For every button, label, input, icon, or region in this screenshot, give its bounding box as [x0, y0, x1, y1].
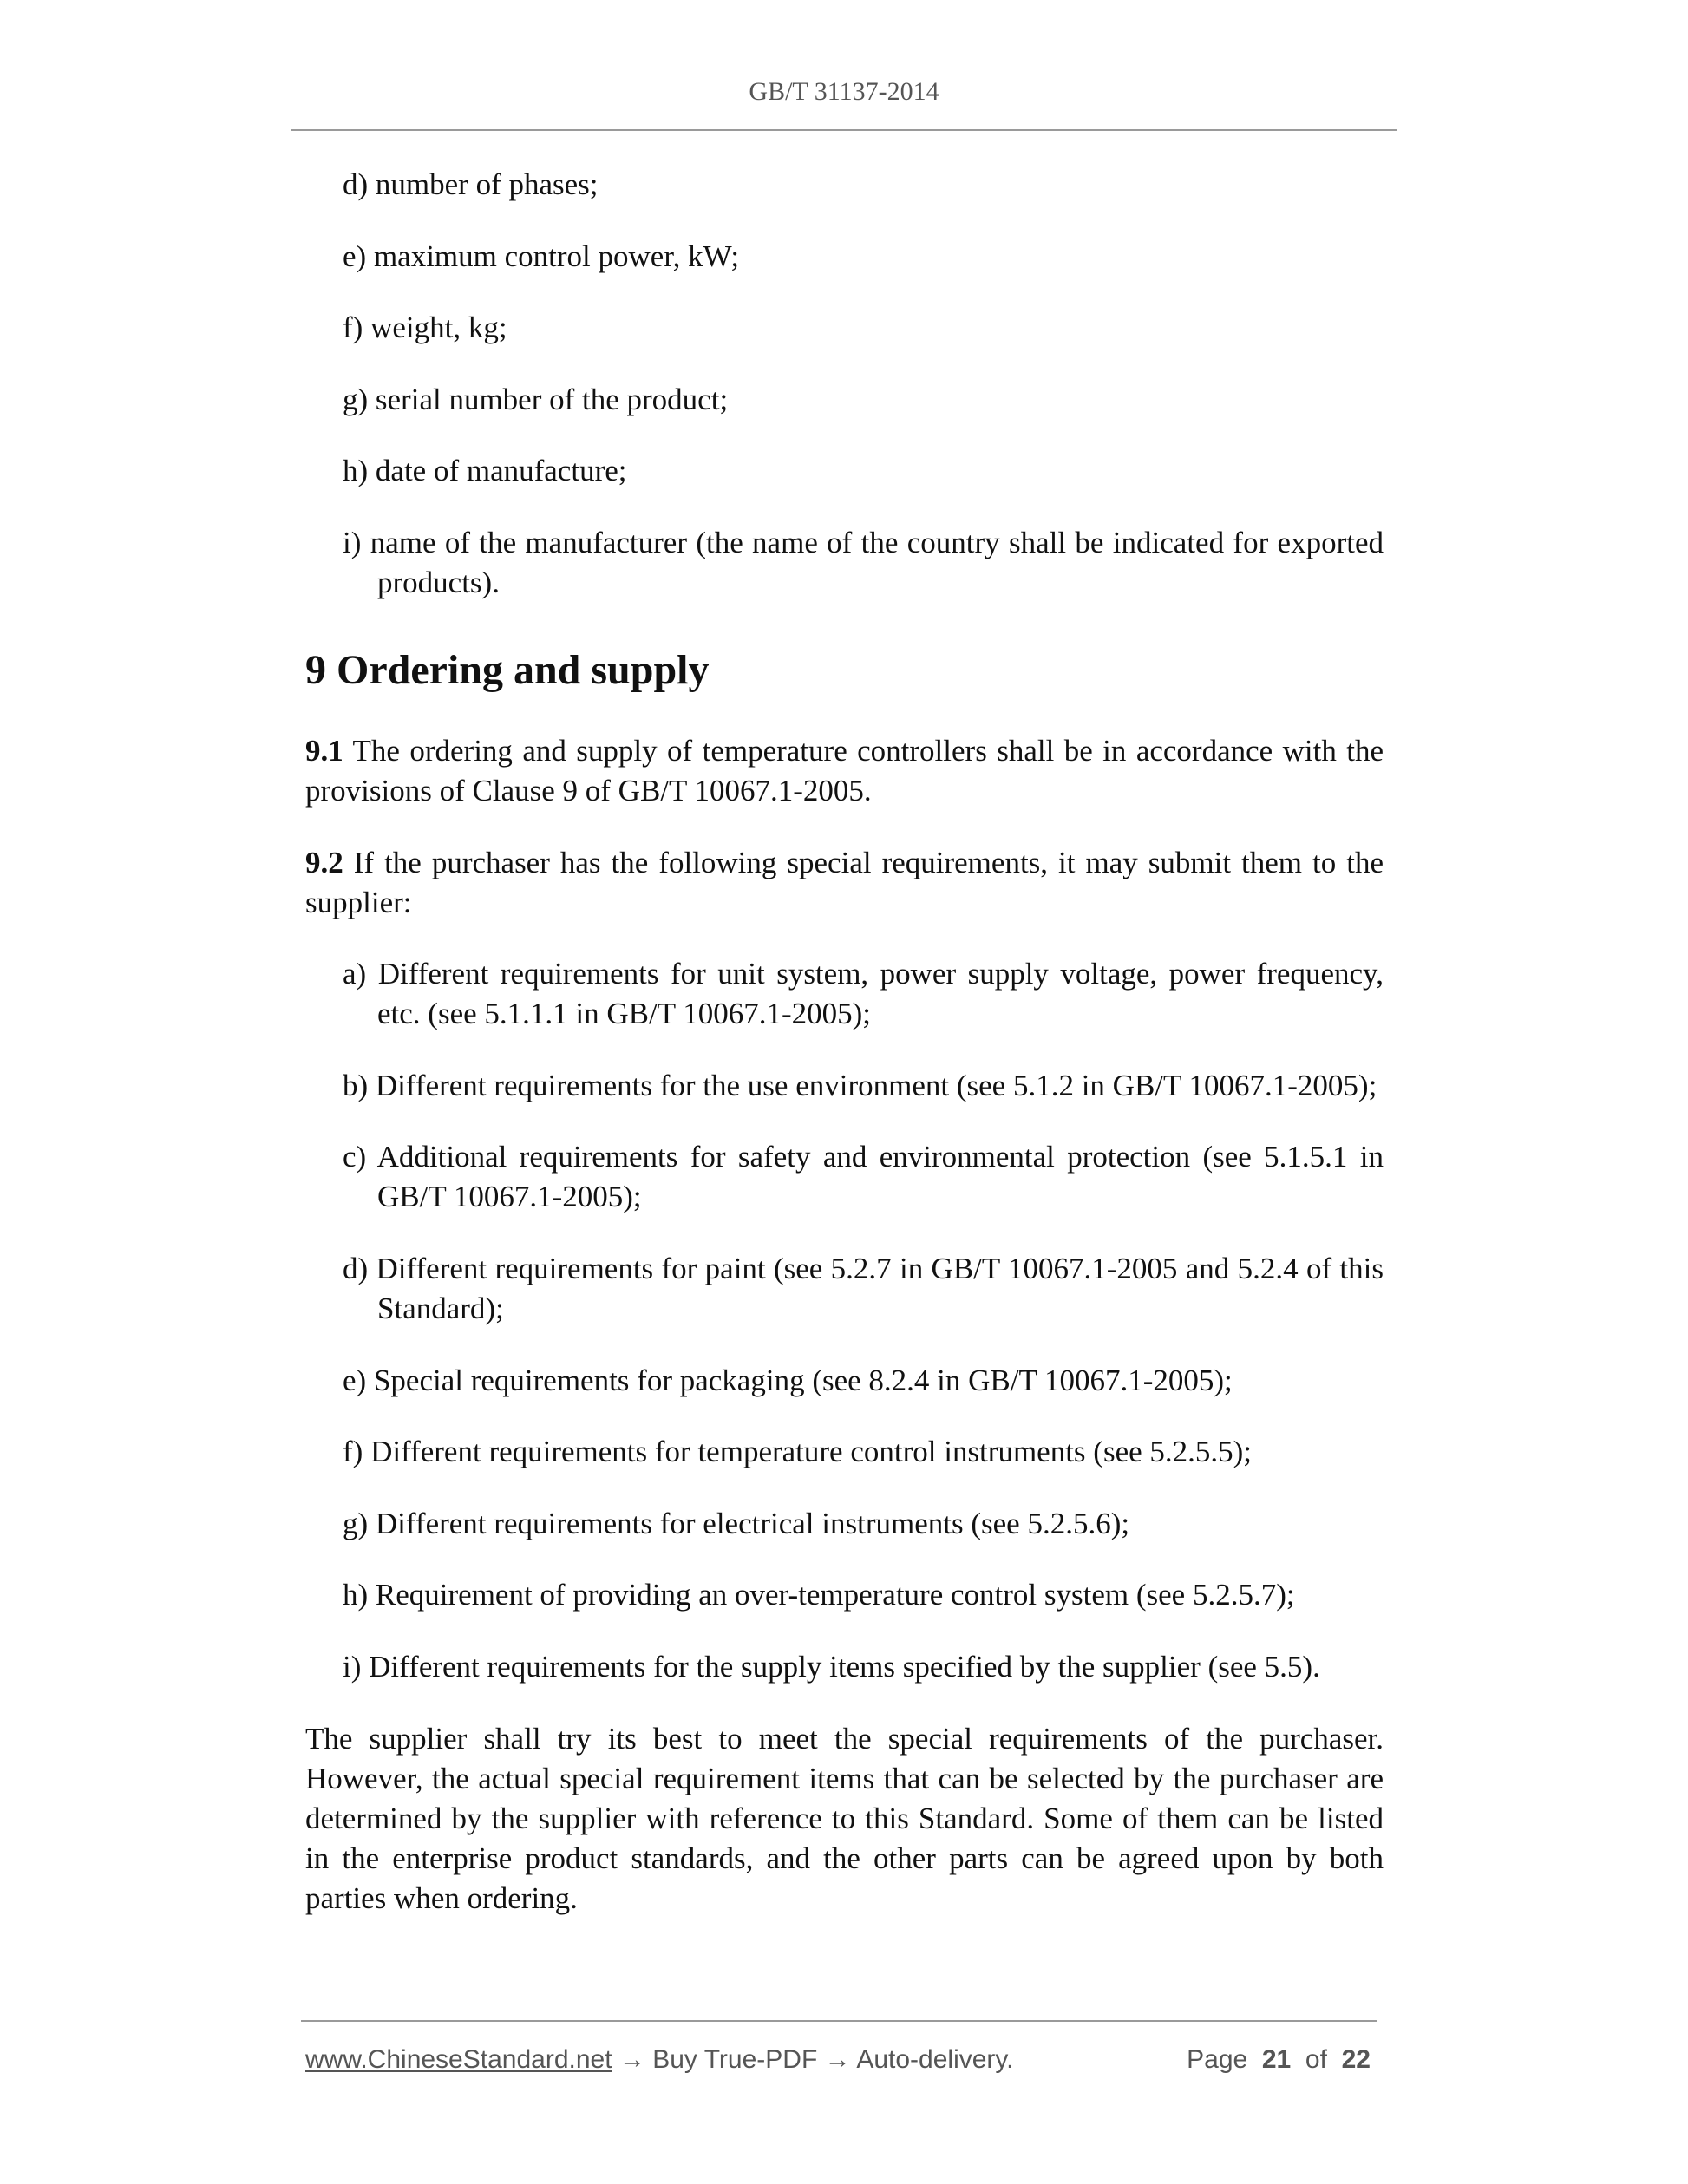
list-item — [305, 1432, 1384, 1472]
item-text: Different requirements for paint (see 5.2.7 in GB/T 10067.1-2005 and 5.2.4 of this Standard); — [376, 1251, 1384, 1325]
item-label: e) — [343, 1363, 367, 1397]
item-text: Different requirements for unit system, power supply voltage, power frequency, etc. (see 5.1.1.1 in GB/T 10067.1-2005); — [377, 957, 1384, 1031]
item-text: number of phases; — [375, 167, 599, 201]
page-number: 21 — [1261, 2045, 1292, 2074]
section-heading: 9 Ordering and supply — [305, 646, 710, 693]
item-text: maximum control power, kW; — [373, 239, 740, 273]
clause-number: 9.2 — [305, 845, 343, 879]
list-item — [305, 954, 1384, 1034]
clause-9-1 — [305, 731, 1384, 811]
clause-number: 9.1 — [305, 733, 343, 768]
page-footer — [305, 2043, 1371, 2076]
item-label: a) — [343, 957, 367, 991]
item-text: Different requirements for temperature control instruments (see 5.2.5.5); — [370, 1435, 1253, 1469]
item-label: i) — [343, 525, 362, 559]
list-item — [305, 1575, 1384, 1615]
list-item — [305, 1504, 1384, 1544]
header-divider — [291, 129, 1397, 131]
item-text: Special requirements for packaging (see 8.2.4 in GB/T 10067.1-2005); — [373, 1363, 1233, 1397]
buy-pdf-text: Buy True-PDF — [652, 2045, 818, 2074]
arrow-right-icon: → — [824, 2045, 851, 2074]
item-label: h) — [343, 454, 369, 488]
item-text: date of manufacture; — [375, 454, 627, 488]
list-item — [305, 165, 1384, 205]
list-item — [305, 1647, 1384, 1687]
running-header — [0, 75, 1688, 109]
footer-divider — [301, 2020, 1377, 2022]
page-label: Page — [1187, 2045, 1248, 2074]
list-item — [305, 523, 1384, 603]
item-text: weight, kg; — [370, 311, 507, 345]
page-body — [305, 165, 1384, 1919]
item-label: c) — [343, 1140, 367, 1174]
item-label: b) — [343, 1068, 369, 1102]
item-label: f) — [343, 1435, 363, 1469]
item-text: Requirement of providing an over-temperature control system (see 5.2.5.7); — [375, 1578, 1295, 1612]
item-text: name of the manufacturer (the name of the country shall be indicated for exported products). — [370, 525, 1384, 599]
list-item — [305, 380, 1384, 420]
footer-promo — [305, 2043, 1014, 2076]
clause-text: If the purchaser has the following special requirements, it may submit them to the supplier: — [305, 845, 1384, 919]
item-text: Different requirements for the supply items specified by the supplier (see 5.5). — [369, 1649, 1320, 1684]
item-text: Additional requirements for safety and environmental protection (see 5.1.5.1 in GB/T 10067.1-2005); — [376, 1140, 1384, 1214]
list-item — [305, 1249, 1384, 1329]
total-pages: 22 — [1341, 2045, 1371, 2074]
item-label: g) — [343, 382, 369, 416]
item-text: Different requirements for electrical instruments (see 5.2.5.6); — [375, 1506, 1130, 1540]
arrow-right-icon: → — [618, 2045, 645, 2074]
website-link[interactable]: www.ChineseStandard.net — [305, 2045, 612, 2074]
item-label: f) — [343, 311, 363, 345]
item-label: h) — [343, 1578, 369, 1612]
clause-text: The ordering and supply of temperature controllers shall be in accordance with the provisions of Clause 9 of GB/T 10067.1-2005. — [305, 733, 1384, 808]
list-item — [305, 237, 1384, 277]
standard-code: GB/T 31137-2014 — [749, 77, 939, 106]
marking-list — [305, 165, 1384, 603]
auto-delivery-text: Auto-delivery. — [856, 2045, 1014, 2074]
special-requirements-list — [305, 954, 1384, 1687]
list-item — [305, 1066, 1384, 1106]
item-label: d) — [343, 167, 369, 201]
page-indicator — [1187, 2043, 1371, 2076]
list-item — [305, 1137, 1384, 1217]
item-text: serial number of the product; — [375, 382, 729, 416]
item-text: Different requirements for the use environment (see 5.1.2 in GB/T 10067.1-2005); — [375, 1068, 1377, 1102]
closing-paragraph: The supplier shall try its best to meet the special requirements of the purchaser. However, the actual special requirement items that can be selected by the purchaser are determined by the supplier with reference to this Standard. Some of them can be listed in the enterprise product standards, and the other parts can be agreed upon by both parties when ordering. — [305, 1721, 1384, 1915]
item-label: d) — [343, 1251, 369, 1285]
clause-9-2 — [305, 843, 1384, 923]
item-label: i) — [343, 1649, 362, 1684]
list-item — [305, 1361, 1384, 1401]
list-item — [305, 451, 1384, 491]
of-label: of — [1305, 2045, 1327, 2074]
list-item — [305, 308, 1384, 348]
item-label: g) — [343, 1506, 369, 1540]
item-label: e) — [343, 239, 367, 273]
